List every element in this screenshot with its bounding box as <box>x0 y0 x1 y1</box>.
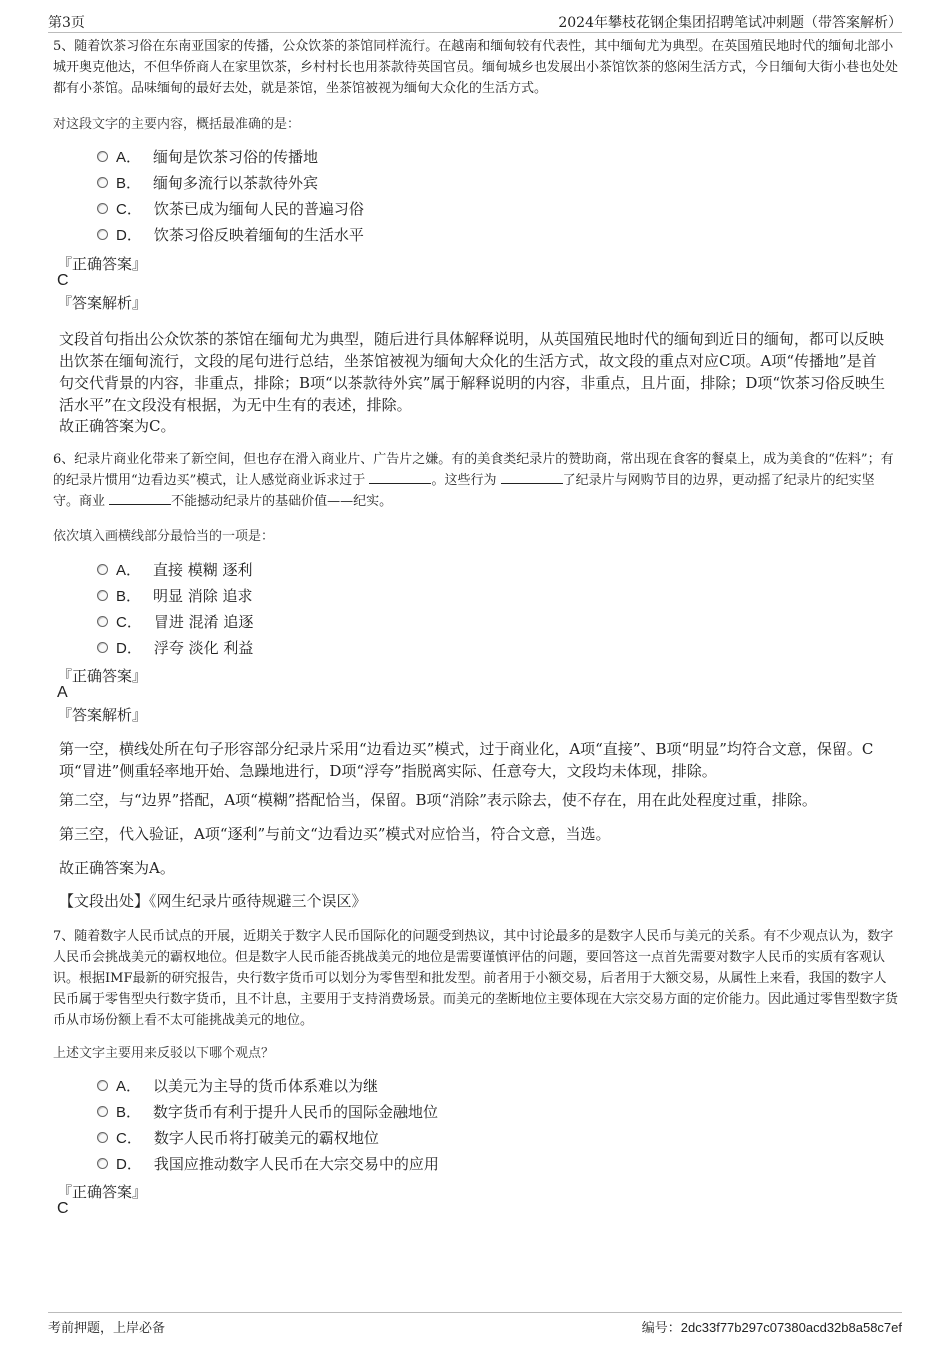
question-5-options <box>97 143 364 247</box>
radio-icon[interactable] <box>97 229 108 240</box>
option-c[interactable]: C． 饮茶已成为缅甸人民的普遍习俗 <box>97 195 364 221</box>
answer-value: C <box>57 1200 69 1217</box>
radio-icon[interactable] <box>97 177 108 188</box>
option-a[interactable]: A． 缅甸是饮茶习俗的传播地 <box>97 143 364 169</box>
answer-label: 『正确答案』 <box>57 255 148 273</box>
analysis-conclusion: 故正确答案为C。 <box>59 417 176 435</box>
fill-blank <box>369 471 431 484</box>
page-number: 第3页 <box>48 15 85 31</box>
radio-icon[interactable] <box>97 203 108 214</box>
radio-icon[interactable] <box>97 564 108 575</box>
option-c[interactable]: C． 冒进 混淆 追逐 <box>97 608 253 634</box>
fill-blank <box>109 492 171 505</box>
question-7-text: 7、随着数字人民币试点的开展，近期关于数字人民币国际化的问题受到热议，其中讨论最多的是数字人民币与美元的关系。有不少观点认为，数字人民币会挑战美元的霸权地位。但是数字人民币能否挑战美元的地位是需要谨慎评估的问题，要回答这一点首先需要对数字人民币的实质有客观认识。根据IMF最新的研究报告，央行数字货币可以划分为零售型和批发型。前者用于小额交易，后者用于大额交易，从属性上来看，我国的数字人民币属于零售型央行数字货币，且不计息，主要用于支持消费场景。而美元的垄断地位主要体现在大宗交易方面的定价能力。因此通过零售型数字货币从市场份额上看不太可能挑战美元的地位。 <box>53 929 899 1028</box>
radio-icon[interactable] <box>97 151 108 162</box>
page-header <box>48 12 902 33</box>
option-d[interactable]: D． 我国应推动数字人民币在大宗交易中的应用 <box>97 1150 439 1176</box>
option-d[interactable]: D． 饮茶习俗反映着缅甸的生活水平 <box>97 221 364 247</box>
question-7-prompt: 上述文字主要用来反驳以下哪个观点？ <box>53 1046 275 1061</box>
analysis-paragraph: 第二空，与“边界”搭配，A项“模糊”搭配恰当，保留。B项“消除”表示除去，使不存在，用在此处程度过重，排除。 <box>59 791 817 809</box>
question-5-prompt: 对这段文字的主要内容，概括最准确的是： <box>53 117 301 132</box>
question-7-options <box>97 1072 439 1176</box>
document-title: 2024年攀枝花钢企集团招聘笔试冲刺题（带答案解析） <box>558 15 902 31</box>
radio-icon[interactable] <box>97 642 108 653</box>
answer-label: 『正确答案』 <box>57 667 148 685</box>
analysis-label: 『答案解析』 <box>57 294 148 312</box>
option-b[interactable]: B． 缅甸多流行以茶款待外宾 <box>97 169 364 195</box>
footer-id: 编号：2dc33f77b297c07380acd32b8a58c7ef <box>641 1319 902 1336</box>
option-c[interactable]: C． 数字人民币将打破美元的霸权地位 <box>97 1124 439 1150</box>
footer-slogan: 考前押题，上岸必备 <box>48 1320 166 1336</box>
analysis-paragraph: 文段首句指出公众饮茶的茶馆在缅甸尤为典型，随后进行具体解释说明，从英国殖民地时代的缅甸到近日的缅甸，都可以反映出饮茶在缅甸流行，文段的尾句进行总结，坐茶馆被视为缅甸大众化的生活方式，故文段的重点对应C项。A项“传播地”是首句交代背景的内容，非重点，排除；B项“以茶款待外宾”属于解释说明的内容，非重点，且片面，排除；D项“饮茶习俗反映生活水平”在文段没有根据，为无中生有的表述，排除。 <box>59 330 886 414</box>
question-6-options <box>97 556 253 660</box>
page-footer <box>48 1312 902 1337</box>
analysis-conclusion: 故正确答案为A。 <box>59 859 175 877</box>
radio-icon[interactable] <box>97 616 108 627</box>
question-5-text: 5、随着饮茶习俗在东南亚国家的传播，公众饮茶的茶馆同样流行。在越南和缅甸较有代表性，其中缅甸尤为典型。在英国殖民地时代的缅甸北部小城开奥克他达，不但华侨商人在家里饮茶，乡村村长也用茶款待英国官员。缅甸城乡也发展出小茶馆饮茶的悠闲生活方式，今日缅甸大街小巷也处处都有小茶馆。品味缅甸的最好去处，就是茶馆，坐茶馆被视为缅甸大众化的生活方式。 <box>53 39 899 96</box>
radio-icon[interactable] <box>97 1132 108 1143</box>
option-d[interactable]: D． 浮夸 淡化 利益 <box>97 634 253 660</box>
radio-icon[interactable] <box>97 590 108 601</box>
radio-icon[interactable] <box>97 1158 108 1169</box>
answer-value: A <box>57 684 68 701</box>
option-b[interactable]: B． 明显 消除 追求 <box>97 582 253 608</box>
analysis-label: 『答案解析』 <box>57 706 148 724</box>
radio-icon[interactable] <box>97 1080 108 1091</box>
option-a[interactable]: A． 直接 模糊 逐利 <box>97 556 253 582</box>
question-6-text: 6、纪录片商业化带来了新空间，但也存在滑入商业片、广告片之嫌。有的美食类纪录片的赞助商，常出现在食客的餐桌上，成为美食的“佐料”；有的纪录片惯用“边看边买”模式，让人感觉商业诉求过于 。这些行为 了纪录片与网购节目的边界，更动摇了纪录片的纪实坚守。商业 不能撼动纪录片的基础价值——纪实。 <box>53 452 894 509</box>
option-a[interactable]: A． 以美元为主导的货币体系难以为继 <box>97 1072 439 1098</box>
analysis-paragraph: 第一空，横线处所在句子形容部分纪录片采用“边看边买”模式，过于商业化，A项“直接”、B项“明显”均符合文意，保留。C项“冒进”侧重轻率地开始、急躁地进行，D项“浮夸”指脱离实际、任意夸大，文段均未体现，排除。 <box>59 740 874 780</box>
passage-source: 【文段出处】《网生纪录片亟待规避三个误区》 <box>59 892 367 910</box>
question-6-prompt: 依次填入画横线部分最恰当的一项是： <box>53 529 275 544</box>
answer-value: C <box>57 272 69 289</box>
radio-icon[interactable] <box>97 1106 108 1117</box>
analysis-paragraph: 第三空，代入验证，A项“逐利”与前文“边看边买”模式对应恰当，符合文意，当选。 <box>59 825 611 843</box>
fill-blank <box>501 471 563 484</box>
answer-label: 『正确答案』 <box>57 1183 148 1201</box>
option-b[interactable]: B． 数字货币有利于提升人民币的国际金融地位 <box>97 1098 439 1124</box>
